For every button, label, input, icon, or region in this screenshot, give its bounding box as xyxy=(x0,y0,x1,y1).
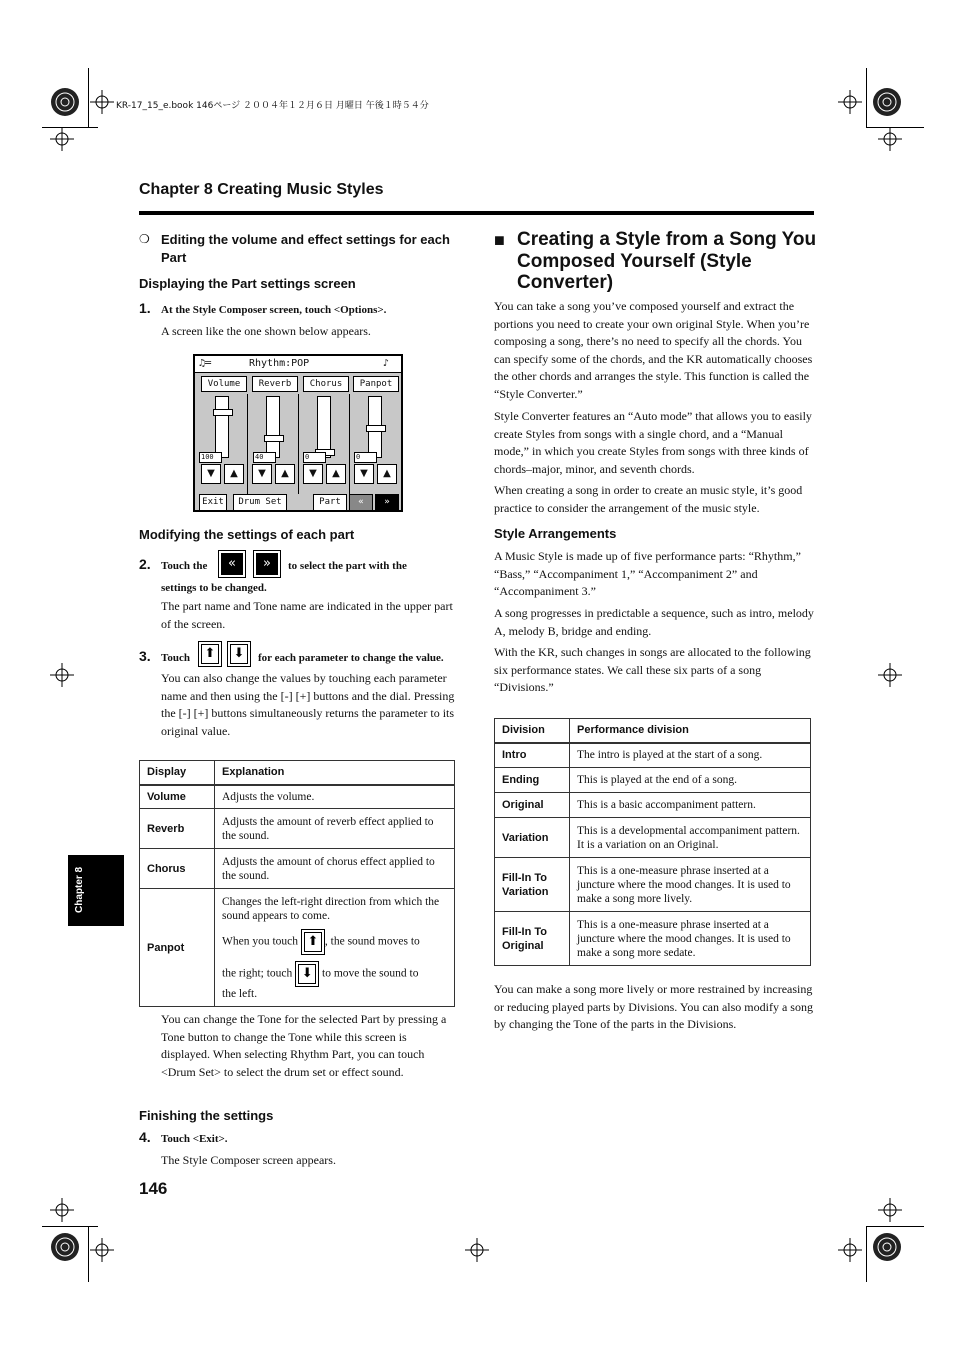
page-number: 146 xyxy=(139,1179,168,1198)
table-cell-key: Fill-In To Original xyxy=(495,912,570,966)
down-arrow-icon: ⬇ xyxy=(295,961,319,987)
note-icon: ♫═ xyxy=(199,358,212,369)
crosshair-icon xyxy=(838,1238,862,1262)
step-2-text-post: to select the part with the xyxy=(288,560,407,572)
heading-bullet-icon: ■ xyxy=(494,230,505,250)
intro-paragraph-2: Style Converter features an “Auto mode” that allows you to easily create Styles from songs with a single chord, and a “Manual mode,” in which you create Styles from songs with three kinds of chords–major, minor, and seventh chords. xyxy=(494,409,812,476)
table-header: Division xyxy=(495,719,570,743)
table-cell-key: Intro xyxy=(495,743,570,768)
step-4-number: 4. xyxy=(139,1129,151,1145)
chapter-header: Chapter 8 Creating Music Styles xyxy=(139,181,384,198)
screen-tab-volume[interactable]: Volume xyxy=(201,376,247,392)
screen-tab-reverb[interactable]: Reverb xyxy=(252,376,298,392)
chorus-down-icon[interactable]: ▼ xyxy=(303,464,323,484)
side-tab-label: Chapter 8 xyxy=(74,866,85,913)
subheading-finishing: Finishing the settings xyxy=(139,1108,274,1123)
crosshair-icon xyxy=(465,1238,489,1262)
up-arrow-icon: ⬆ xyxy=(301,929,325,955)
chorus-slider[interactable] xyxy=(317,396,331,458)
step-2-note: The part name and Tone name are indicated in the upper part of the screen. xyxy=(161,599,453,631)
double-left-arrow-icon: « xyxy=(218,550,246,578)
table-cell-value: This is a one-measure phrase inserted at a juncture where the mood changes. It is used to make a song more sedate. xyxy=(570,912,811,966)
panpot-desc-4: the left. xyxy=(222,987,258,1000)
crosshair-icon xyxy=(878,1198,902,1222)
crosshair-icon xyxy=(878,663,902,687)
intro-paragraph-1: You can take a song you’ve composed yourself and extract the portions you need to create your own original Style. When you’re composing a song, there’s no need to specify all the chords. You can specify some of the chords, and the KR automatically chooses the other chords and arranges the style. This function is called the “Style Converter.” xyxy=(494,299,813,401)
step-2-text-pre: Touch the xyxy=(161,560,208,572)
double-right-arrow-icon: » xyxy=(253,550,281,578)
table-cell-key: Fill-In To Variation xyxy=(495,858,570,912)
screen-exit-button[interactable]: Exit xyxy=(199,494,227,511)
section-title: Editing the volume and effect settings for each Part xyxy=(161,232,450,265)
crosshair-icon xyxy=(50,127,74,151)
registration-target-icon xyxy=(862,80,912,130)
table-cell-value: This is a developmental accompaniment pattern. It is a variation on an Original. xyxy=(570,818,811,858)
screen-drum-set-button[interactable]: Drum Set xyxy=(233,494,287,511)
crosshair-icon xyxy=(50,663,74,687)
volume-slider[interactable] xyxy=(215,396,229,458)
volume-up-icon[interactable]: ▲ xyxy=(224,464,244,484)
next-part-button[interactable] xyxy=(253,550,281,578)
step-3-note: You can also change the values by touching each parameter name and then using the [-] [+] buttons and the dial. Pressing the [-] [+] buttons simultaneously returns the parameter to its original value. xyxy=(161,671,455,738)
chapter-side-tab xyxy=(68,855,124,926)
part-icon: ♪ xyxy=(383,358,390,369)
screen-part-button[interactable]: Part xyxy=(313,494,347,511)
panpot-desc-2b: , the sound moves to xyxy=(324,935,420,948)
part-prev-icon[interactable]: « xyxy=(349,494,373,511)
table-cell-value: Adjusts the amount of reverb effect applied to the sound. xyxy=(215,809,455,849)
step-3-number: 3. xyxy=(139,648,151,664)
table-cell-key: Reverb xyxy=(140,809,215,849)
table-cell-value: Adjusts the volume. xyxy=(215,785,455,809)
after-table-note: You can change the Tone for the selected Part by pressing a Tone button to change the Tone while this screen is displayed. When selecting Rhythm Part, you can touch <Drum Set> to select the drum set or effect sound. xyxy=(161,1012,447,1079)
arrangement-paragraph-1: A Music Style is made up of five performance parts: “Rhythm,” “Bass,” “Accompaniment 1,” “Accompaniment 2” and “Accompaniment 3.” xyxy=(494,549,801,599)
division-table xyxy=(494,718,811,966)
table-cell-value: This is played at the end of a song. xyxy=(570,768,811,793)
table-cell-key: Chorus xyxy=(140,849,215,889)
step-3-text-pre: Touch xyxy=(161,652,190,664)
table-header: Performance division xyxy=(570,719,811,743)
panpot-slider[interactable] xyxy=(368,396,382,458)
table-cell-key: Variation xyxy=(495,818,570,858)
step-4-text: Touch <Exit>. xyxy=(161,1133,228,1145)
panpot-desc-1: Changes the left-right direction from which the sound appears to come. xyxy=(222,895,440,922)
step-3-text-post: for each parameter to change the value. xyxy=(258,652,444,664)
panpot-down-icon[interactable]: ▼ xyxy=(354,464,374,484)
display-table xyxy=(139,760,455,1007)
table-cell-value: This is a one-measure phrase inserted at a juncture where the mood changes. It is used to make a song more lively. xyxy=(570,858,811,912)
crosshair-icon xyxy=(50,1198,74,1222)
table-cell-value: The intro is played at the start of a song. xyxy=(570,743,811,768)
table-header: Display xyxy=(140,761,215,785)
table-cell-value xyxy=(215,889,455,1007)
crosshair-icon xyxy=(90,90,114,114)
screen-tab-panpot[interactable]: Panpot xyxy=(353,376,399,392)
subheading-modifying: Modifying the settings of each part xyxy=(139,527,355,542)
panpot-desc-2a: When you touch xyxy=(222,935,299,948)
panpot-desc-2 xyxy=(222,929,447,955)
arrangement-paragraph-3: With the KR, such changes in songs are allocated to the following six performance states. We call these six parts of a song “Divisions.” xyxy=(494,645,811,695)
step-1-number: 1. xyxy=(139,300,151,316)
reverb-up-icon[interactable]: ▲ xyxy=(275,464,295,484)
registration-target-icon xyxy=(862,1222,912,1272)
panpot-desc-3b: to move the sound to xyxy=(322,967,419,980)
part-next-icon[interactable]: » xyxy=(375,494,399,511)
table-cell-key: Panpot xyxy=(140,889,215,1007)
table-cell-value: Adjusts the amount of chorus effect applied to the sound. xyxy=(215,849,455,889)
panpot-desc-3a: the right; touch xyxy=(222,967,293,980)
reverb-slider[interactable] xyxy=(266,396,280,458)
step-2-number: 2. xyxy=(139,556,151,572)
slider-knob[interactable] xyxy=(366,425,386,432)
panpot-desc-3 xyxy=(222,961,447,987)
slider-knob[interactable] xyxy=(264,435,284,442)
table-cell-key: Ending xyxy=(495,768,570,793)
intro-paragraph-3: When creating a song in order to create an music style, it’s good practice to consider the arrangement of the music style. xyxy=(494,483,803,515)
step-4-note: The Style Composer screen appears. xyxy=(161,1153,336,1167)
volume-value: 100 xyxy=(199,452,222,463)
chorus-up-icon[interactable]: ▲ xyxy=(326,464,346,484)
volume-down-icon[interactable]: ▼ xyxy=(201,464,221,484)
arrangement-paragraph-2: A song progresses in predictable a sequence, such as intro, melody A, melody B, bridge and ending. xyxy=(494,606,814,638)
screen-title-bar xyxy=(195,356,401,373)
panpot-up-icon[interactable]: ▲ xyxy=(377,464,397,484)
part-settings-screen xyxy=(193,354,403,512)
step-1-note: A screen like the one shown below appears. xyxy=(161,324,371,338)
closing-paragraph: You can make a song more lively or more restrained by increasing or reducing played parts by Divisions. You can also modify a song by changing the Tone of the parts in the Divisions. xyxy=(494,982,813,1032)
down-arrow-icon: ⬇ xyxy=(227,641,251,667)
step-2-line2: settings to be changed. xyxy=(161,582,267,594)
screen-title: Rhythm:POP xyxy=(249,358,310,369)
down-button[interactable] xyxy=(227,641,251,667)
prev-part-button[interactable] xyxy=(218,550,246,578)
registration-target-icon xyxy=(40,80,90,130)
step-1-text: At the Style Composer screen, touch <Options>. xyxy=(161,304,387,316)
slider-knob[interactable] xyxy=(213,409,233,416)
table-cell-value: This is a basic accompaniment pattern. xyxy=(570,793,811,818)
table-cell-key: Volume xyxy=(140,785,215,809)
table-header: Explanation xyxy=(215,761,455,785)
file-header: KR-17_15_e.book 146ページ ２００４年１２月６日 月曜日 午後１時５４分 xyxy=(116,101,429,111)
subheading-displaying: Displaying the Part settings screen xyxy=(139,276,356,291)
reverb-down-icon[interactable]: ▼ xyxy=(252,464,272,484)
subheading-style-arrangements: Style Arrangements xyxy=(494,526,617,541)
panpot-value: 0 xyxy=(354,452,377,463)
header-rule xyxy=(139,211,814,215)
section-heading: Creating a Style from a Song You Composed Yourself (Style Converter) xyxy=(517,229,817,293)
reverb-value: 40 xyxy=(253,452,276,463)
section-bullet: ❍ xyxy=(139,232,150,246)
crosshair-icon xyxy=(90,1238,114,1262)
table-cell-key: Original xyxy=(495,793,570,818)
crosshair-icon xyxy=(838,90,862,114)
up-button[interactable] xyxy=(198,641,222,667)
chorus-value: 0 xyxy=(303,452,326,463)
up-arrow-icon: ⬆ xyxy=(198,641,222,667)
registration-target-icon xyxy=(40,1222,90,1272)
crosshair-icon xyxy=(878,127,902,151)
screen-tab-chorus[interactable]: Chorus xyxy=(303,376,349,392)
